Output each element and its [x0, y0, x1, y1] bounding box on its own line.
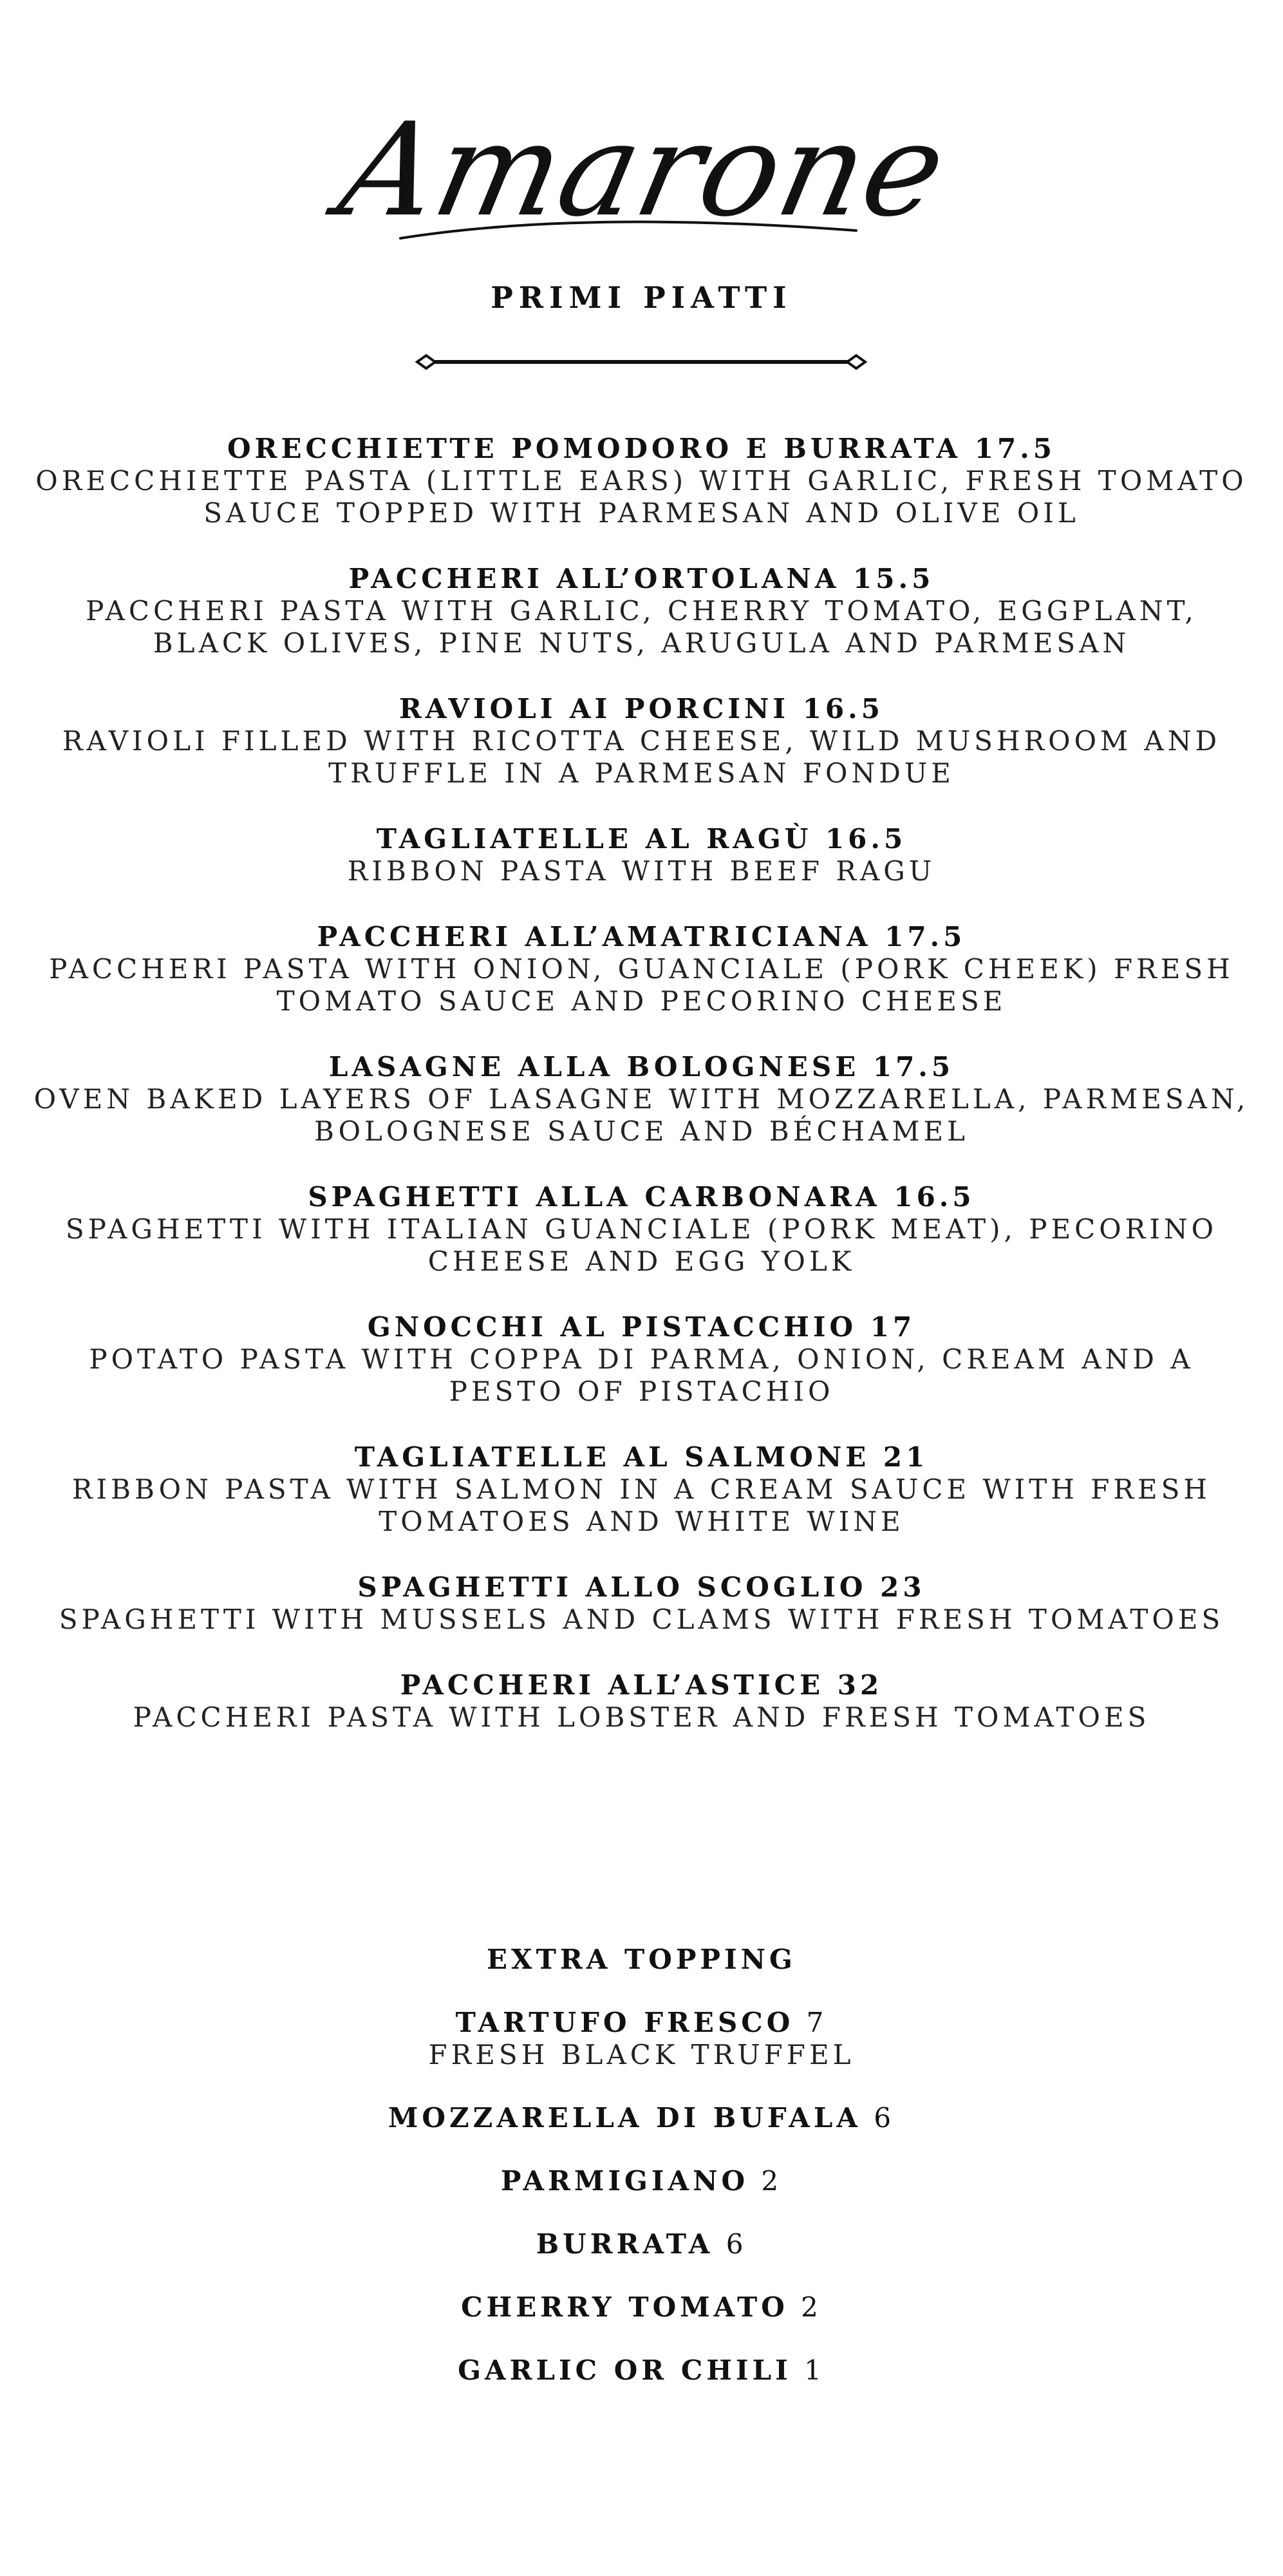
menu-item-heading [26, 433, 1257, 465]
menu-item-price: 17 [870, 1311, 916, 1343]
menu-item-description: PACCHERI PASTA WITH ONION, GUANCIALE (PORK CHEEK) FRESH TOMATO SAUCE AND PECORINO CHEESE [49, 953, 1234, 1017]
extra-topping-item [26, 2354, 1257, 2387]
menu-item-description: RIBBON PASTA WITH SALMON IN A CREAM SAUCE WITH FRESH TOMATOES AND WHITE WINE [71, 1473, 1212, 1537]
menu-item [26, 563, 1257, 659]
menu-item-name: SPAGHETTI ALLA CARBONARA [308, 1181, 881, 1213]
menu-item [26, 1669, 1257, 1734]
extra-topping-item [26, 2228, 1257, 2260]
menu-item-name: GNOCCHI AL PISTACCHIO [367, 1311, 857, 1343]
extra-topping-name: PARMIGIANO [500, 2165, 749, 2197]
menu-item-name: SPAGHETTI ALLO SCOGLIO [357, 1571, 867, 1603]
extra-topping-item [26, 2165, 1257, 2197]
logo-swash-icon [0, 213, 1283, 251]
menu-item [26, 433, 1257, 529]
menu-item-price: 23 [880, 1571, 926, 1603]
extra-topping-title: EXTRA TOPPING [487, 1944, 796, 1975]
menu-item-heading [26, 563, 1257, 595]
menu-item-description: OVEN BAKED LAYERS OF LASAGNE WITH MOZZARELLA, PARMESAN, BOLOGNESE SAUCE AND BÉCHAMEL [33, 1083, 1250, 1147]
extra-topping-price: 1 [804, 2354, 825, 2386]
section-title: PRIMI PIATTI [491, 280, 792, 315]
menu-item-heading [26, 823, 1257, 855]
menu-item-heading [26, 1051, 1257, 1083]
menu-item-name: PACCHERI ALL’ASTICE [400, 1669, 825, 1701]
extra-topping-name: BURRATA [536, 2228, 714, 2260]
menu-item-description: SPAGHETTI WITH ITALIAN GUANCIALE (PORK MEAT), PECORINO CHEESE AND EGG YOLK [65, 1213, 1218, 1277]
menu-item-price: 32 [837, 1669, 883, 1701]
ornamental-divider [0, 348, 1283, 376]
extra-topping-line [26, 2228, 1257, 2260]
menu-item-name: TAGLIATELLE AL RAGÙ [376, 823, 812, 855]
menu-item-name: PACCHERI ALL’ORTOLANA [348, 563, 840, 594]
menu-item-heading [26, 1311, 1257, 1343]
menu-item-heading [26, 693, 1257, 725]
extra-topping-line [26, 2102, 1257, 2134]
divider-left-diamond-icon [417, 355, 435, 368]
menu-item-heading [26, 1441, 1257, 1473]
menu-item-description: ORECCHIETTE PASTA (LITTLE EARS) WITH GARLIC, FRESH TOMATO SAUCE TOPPED WITH PARMESAN AND OLIVE OIL [35, 465, 1248, 529]
menu-item-name: ORECCHIETTE POMODORO E BURRATA [227, 433, 962, 464]
extra-topping-price: 7 [806, 2007, 828, 2038]
menu-item-price: 16.5 [894, 1181, 975, 1213]
extra-topping-name: GARLIC OR CHILI [458, 2354, 792, 2386]
menu-item-heading [26, 1669, 1257, 1701]
menu-item [26, 921, 1257, 1018]
menu-item-heading [26, 921, 1257, 953]
extra-topping-price: 6 [874, 2102, 895, 2134]
menu-item-name: TAGLIATELLE AL SALMONE [354, 1441, 870, 1473]
extra-topping-name: CHERRY TOMATO [461, 2291, 789, 2323]
extra-topping-line [26, 2007, 1257, 2039]
menu-item-description: SPAGHETTI WITH MUSSELS AND CLAMS WITH FRESH TOMATOES [59, 1604, 1224, 1635]
menu-item-description: RAVIOLI FILLED WITH RICOTTA CHEESE, WILD MUSHROOM AND TRUFFLE IN A PARMESAN FONDUE [62, 725, 1221, 789]
menu-items-list [26, 433, 1257, 1767]
menu-item [26, 1311, 1257, 1408]
extra-topping-name: MOZZARELLA DI BUFALA [388, 2102, 861, 2134]
menu-item-price: 17.5 [872, 1051, 955, 1083]
menu-item [26, 1571, 1257, 1636]
menu-item-price: 21 [883, 1441, 929, 1473]
menu-item-name: RAVIOLI AI PORCINI [398, 693, 790, 724]
divider-right-diamond-icon [847, 355, 865, 368]
menu-item-heading [26, 1571, 1257, 1604]
menu-item-price: 17.5 [974, 433, 1056, 464]
menu-item [26, 823, 1257, 887]
menu-item [26, 1441, 1257, 1538]
extra-topping-item [26, 2007, 1257, 2071]
extra-topping-item [26, 2102, 1257, 2134]
extra-topping-line [26, 2291, 1257, 2324]
extra-topping-price: 6 [726, 2228, 747, 2260]
extra-topping-description: FRESH BLACK TRUFFEL [428, 2039, 855, 2070]
menu-item-description: PACCHERI PASTA WITH LOBSTER AND FRESH TOMATOES [133, 1701, 1150, 1733]
menu-item-description: PACCHERI PASTA WITH GARLIC, CHERRY TOMATO, EGGPLANT, BLACK OLIVES, PINE NUTS, ARUGULA AND PARMESAN [86, 595, 1197, 659]
menu-item [26, 1181, 1257, 1278]
extra-topping-section [26, 1944, 1257, 2418]
menu-item-name: PACCHERI ALL’AMATRICIANA [317, 921, 872, 952]
menu-item-heading [26, 1181, 1257, 1213]
menu-item-name: LASAGNE ALLA BOLOGNESE [328, 1051, 860, 1083]
menu-item-price: 15.5 [853, 563, 935, 594]
menu-item-price: 16.5 [825, 823, 907, 855]
menu-item-description: RIBBON PASTA WITH BEEF RAGU [347, 855, 936, 887]
extra-topping-line [26, 2354, 1257, 2387]
logo-wordmark: Amarone [328, 95, 959, 245]
menu-item-price: 17.5 [885, 921, 966, 952]
extra-topping-name: TARTUFO FRESCO [455, 2007, 794, 2038]
extra-topping-item [26, 2291, 1257, 2324]
extra-topping-line [26, 2165, 1257, 2197]
menu-item [26, 693, 1257, 790]
menu-item-description: POTATO PASTA WITH COPPA DI PARMA, ONION, CREAM AND A PESTO OF PISTACHIO [89, 1343, 1194, 1407]
menu-item-price: 16.5 [802, 693, 884, 724]
extra-topping-price: 2 [761, 2165, 783, 2197]
extra-topping-price: 2 [801, 2291, 822, 2323]
menu-item [26, 1051, 1257, 1148]
